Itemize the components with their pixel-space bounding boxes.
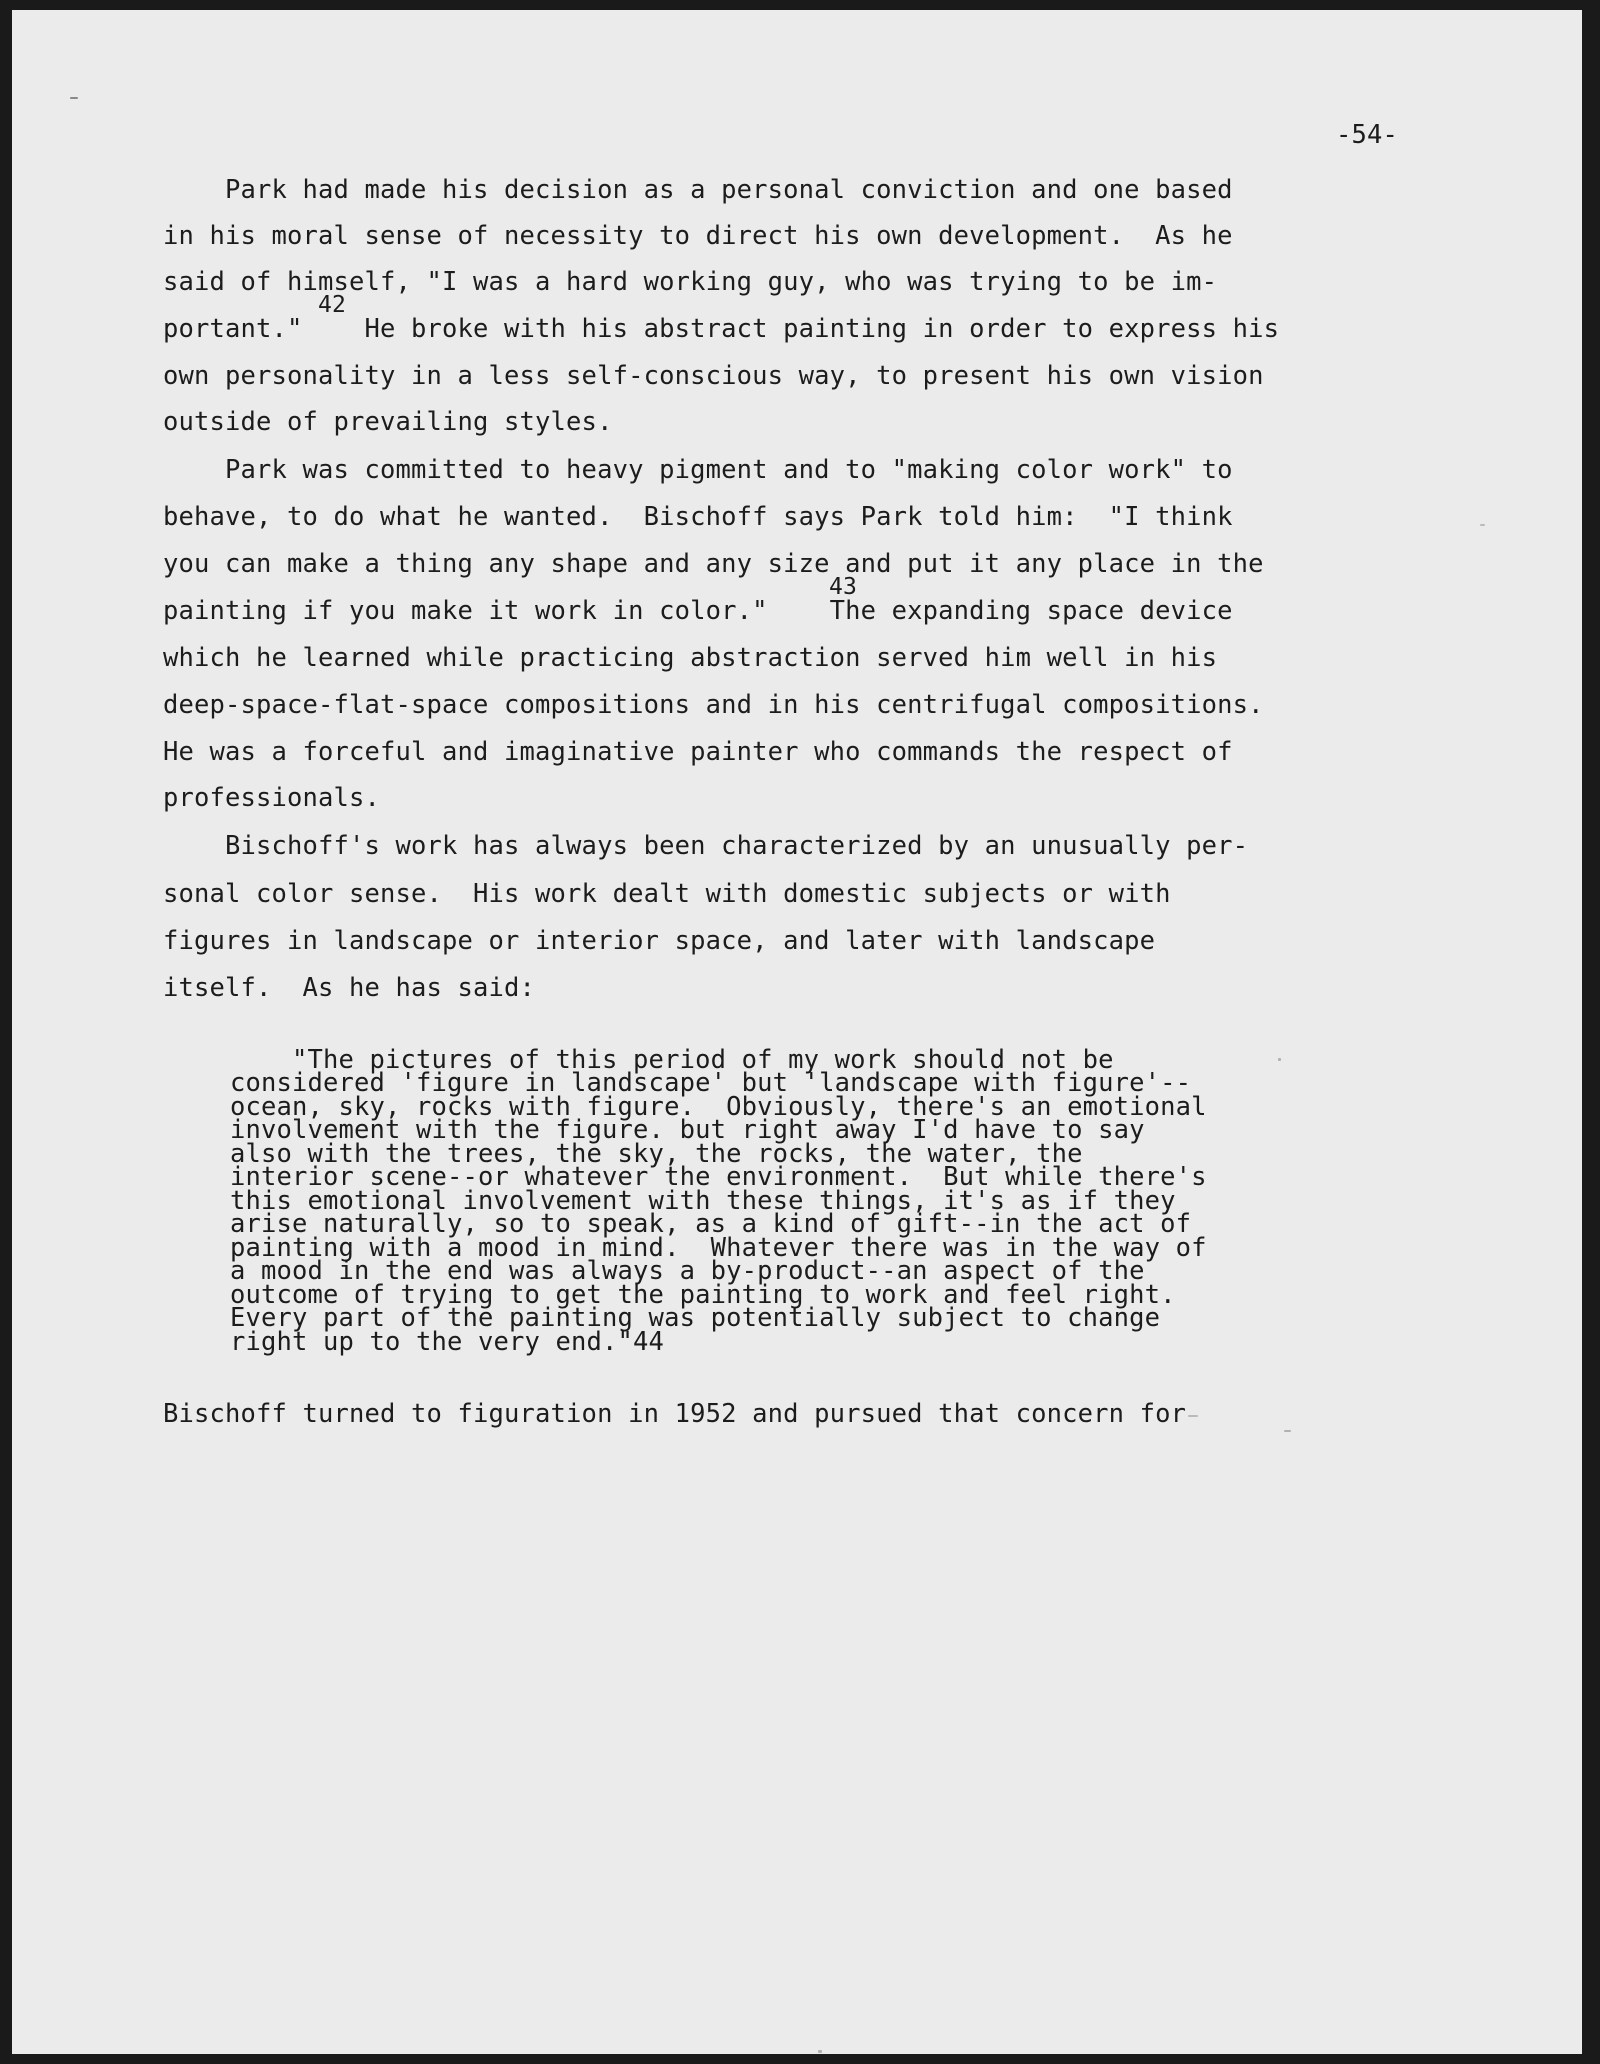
body-line: which he learned while practicing abstraction served him well in his	[163, 643, 1218, 673]
body-line: itself. As he has said:	[163, 973, 536, 1003]
quote-line: outcome of trying to get the painting to work and feel right.	[230, 1280, 1176, 1310]
scan-speck	[70, 97, 78, 99]
quote-line: involvement with the figure. but right away I'd have to say	[230, 1115, 1145, 1145]
body-line: said of himself, "I was a hard working guy, who was trying to be im-	[163, 267, 1218, 297]
quote-line: "The pictures of this period of my work should not be	[230, 1045, 1114, 1075]
body-line: Park was committed to heavy pigment and to "making color work" to	[163, 455, 1233, 485]
document-page	[12, 10, 1582, 2054]
quote-line: Every part of the painting was potentially subject to change	[230, 1303, 1161, 1333]
scan-speck	[1278, 1058, 1281, 1061]
body-line: Park had made his decision as a personal conviction and one based	[163, 175, 1233, 205]
scan-speck	[818, 2050, 822, 2053]
body-line: sonal color sense. His work dealt with domestic subjects or with	[163, 879, 1171, 909]
quote-line: interior scene--or whatever the environment. But while there's	[230, 1162, 1207, 1192]
body-line: Bischoff's work has always been characterized by an unusually per-	[163, 831, 1249, 861]
body-line: deep-space-flat-space compositions and in his centrifugal compositions.	[163, 690, 1264, 720]
quote-line: a mood in the end was always a by-product--an aspect of the	[230, 1256, 1145, 1286]
body-line: behave, to do what he wanted. Bischoff says Park told him: "I think	[163, 502, 1233, 532]
quote-line: this emotional involvement with these things, it's as if they	[230, 1186, 1176, 1216]
page-number: -54-	[1336, 120, 1399, 150]
body-line: professionals.	[163, 783, 381, 813]
quote-line: arise naturally, so to speak, as a kind of gift--in the act of	[230, 1209, 1192, 1239]
body-line: outside of prevailing styles.	[163, 407, 613, 437]
scan-speck	[1284, 1430, 1291, 1432]
quote-line: right up to the very end."44	[230, 1327, 665, 1357]
quote-line: ocean, sky, rocks with figure. Obviously, there's an emotional	[230, 1092, 1207, 1122]
body-line: in his moral sense of necessity to direct his own development. As he	[163, 221, 1233, 251]
quote-line: also with the trees, the sky, the rocks, the water, the	[230, 1139, 1083, 1169]
footnote-marker: 43	[829, 574, 857, 600]
body-line: own personality in a less self-conscious way, to present his own vision	[163, 361, 1264, 391]
scan-speck	[1188, 1415, 1198, 1417]
body-line: figures in landscape or interior space, and later with landscape	[163, 926, 1156, 956]
body-line: Bischoff turned to figuration in 1952 and pursued that concern for	[163, 1399, 1187, 1429]
body-line: portant." He broke with his abstract painting in order to express his	[163, 314, 1280, 344]
scan-speck	[1480, 524, 1485, 526]
body-line: He was a forceful and imaginative painter who commands the respect of	[163, 737, 1233, 767]
quote-line: considered 'figure in landscape' but 'landscape with figure'--	[230, 1068, 1192, 1098]
body-line: painting if you make it work in color." The expanding space device	[163, 596, 1233, 626]
body-line: you can make a thing any shape and any size and put it any place in the	[163, 549, 1264, 579]
quote-line: painting with a mood in mind. Whatever there was in the way of	[230, 1233, 1207, 1263]
footnote-marker: 42	[318, 292, 346, 318]
